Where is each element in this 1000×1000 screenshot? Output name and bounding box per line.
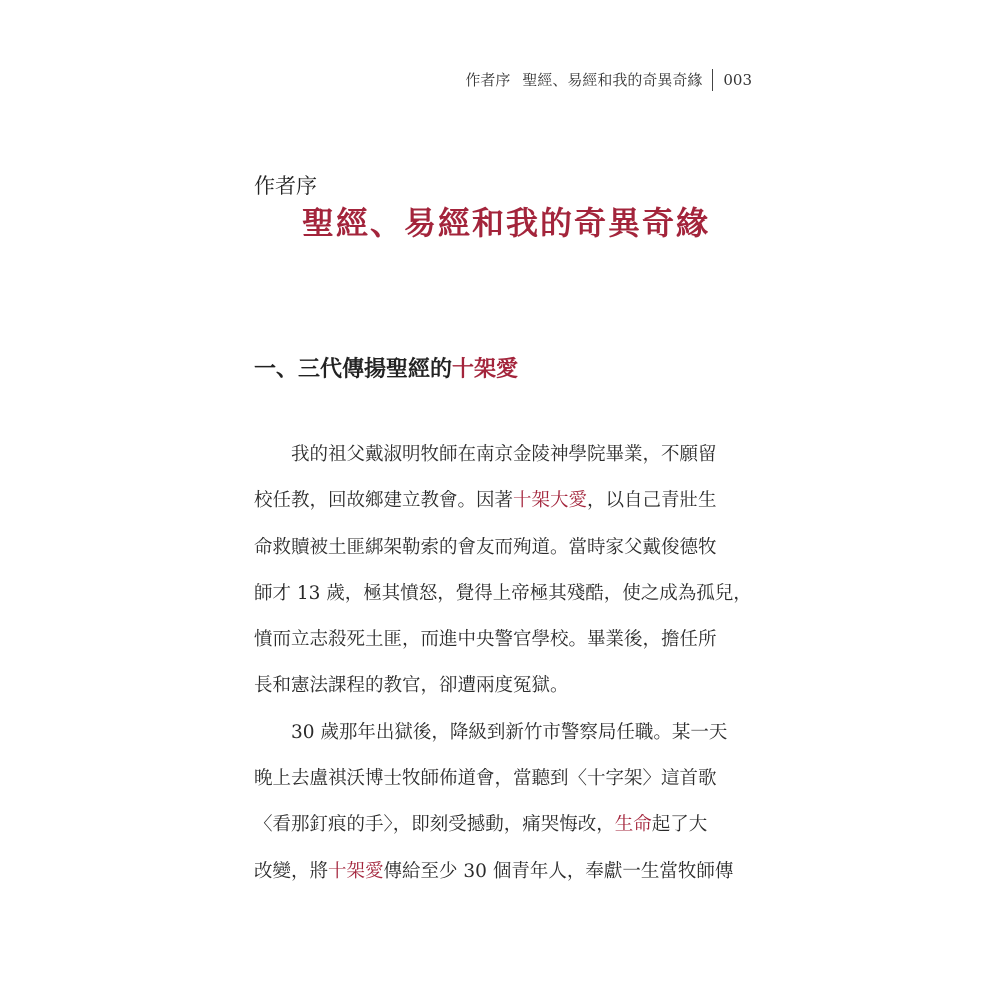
paragraph-2 — [254, 710, 774, 895]
running-head — [465, 68, 752, 92]
text-run: 改變，將 — [254, 860, 329, 882]
paragraph-line: 命救贖被土匪綁架勒索的會友而殉道。當時家父戴俊德牧 — [254, 536, 717, 558]
chapter-title: 聖經、易經和我的奇異奇緣 — [302, 204, 711, 242]
paragraph-line: 我的祖父戴淑明牧師在南京金陵神學院畢業，不願留 — [291, 444, 717, 465]
page-number: 003 — [723, 71, 752, 89]
text-run: 傳給至少 30 個青年人，奉獻一生當牧師傳 — [383, 860, 734, 882]
paragraph-line — [254, 802, 774, 848]
paragraph-1 — [254, 432, 774, 710]
section-heading-text: 一、三代傳揚聖經的 — [254, 357, 453, 382]
highlight-text: 生命 — [614, 814, 652, 836]
paragraph-line: 師才 13 歲，極其憤怒，覺得上帝極其殘酷，使之成為孤兒， — [254, 582, 752, 604]
paragraph-line: 長和憲法課程的教官，卻遭兩度冤獄。 — [254, 675, 569, 697]
body-text — [254, 432, 774, 895]
paragraph-line: 憤而立志殺死土匪，而進中央警官學校。畢業後，擔任所 — [254, 629, 717, 651]
section-heading — [254, 352, 518, 383]
paragraph-line — [254, 849, 774, 895]
text-run: ，以自己青壯生 — [587, 490, 717, 512]
paragraph-line — [254, 478, 774, 524]
chapter-pre-title: 作者序 — [254, 174, 317, 198]
paragraph-line: 30 歲那年出獄後，降級到新竹市警察局任職。某一天 — [291, 721, 728, 743]
text-run: 〈看那釘痕的手〉，即刻受撼動，痛哭悔改， — [254, 814, 615, 836]
running-head-title: 聖經、易經和我的奇異奇緣 — [522, 71, 703, 89]
text-run: 起了大 — [651, 814, 708, 836]
paragraph-line: 晚上去盧祺沃博士牧師佈道會，當聽到〈十字架〉這首歌 — [254, 768, 717, 790]
highlight-text: 十架大愛 — [513, 490, 588, 512]
highlight-text: 十架愛 — [328, 860, 384, 882]
section-heading-highlight: 十架愛 — [452, 357, 519, 382]
running-head-divider — [712, 69, 713, 91]
text-run: 校任教，回故鄉建立教會。因著 — [254, 490, 514, 512]
running-head-label: 作者序 — [465, 71, 511, 89]
